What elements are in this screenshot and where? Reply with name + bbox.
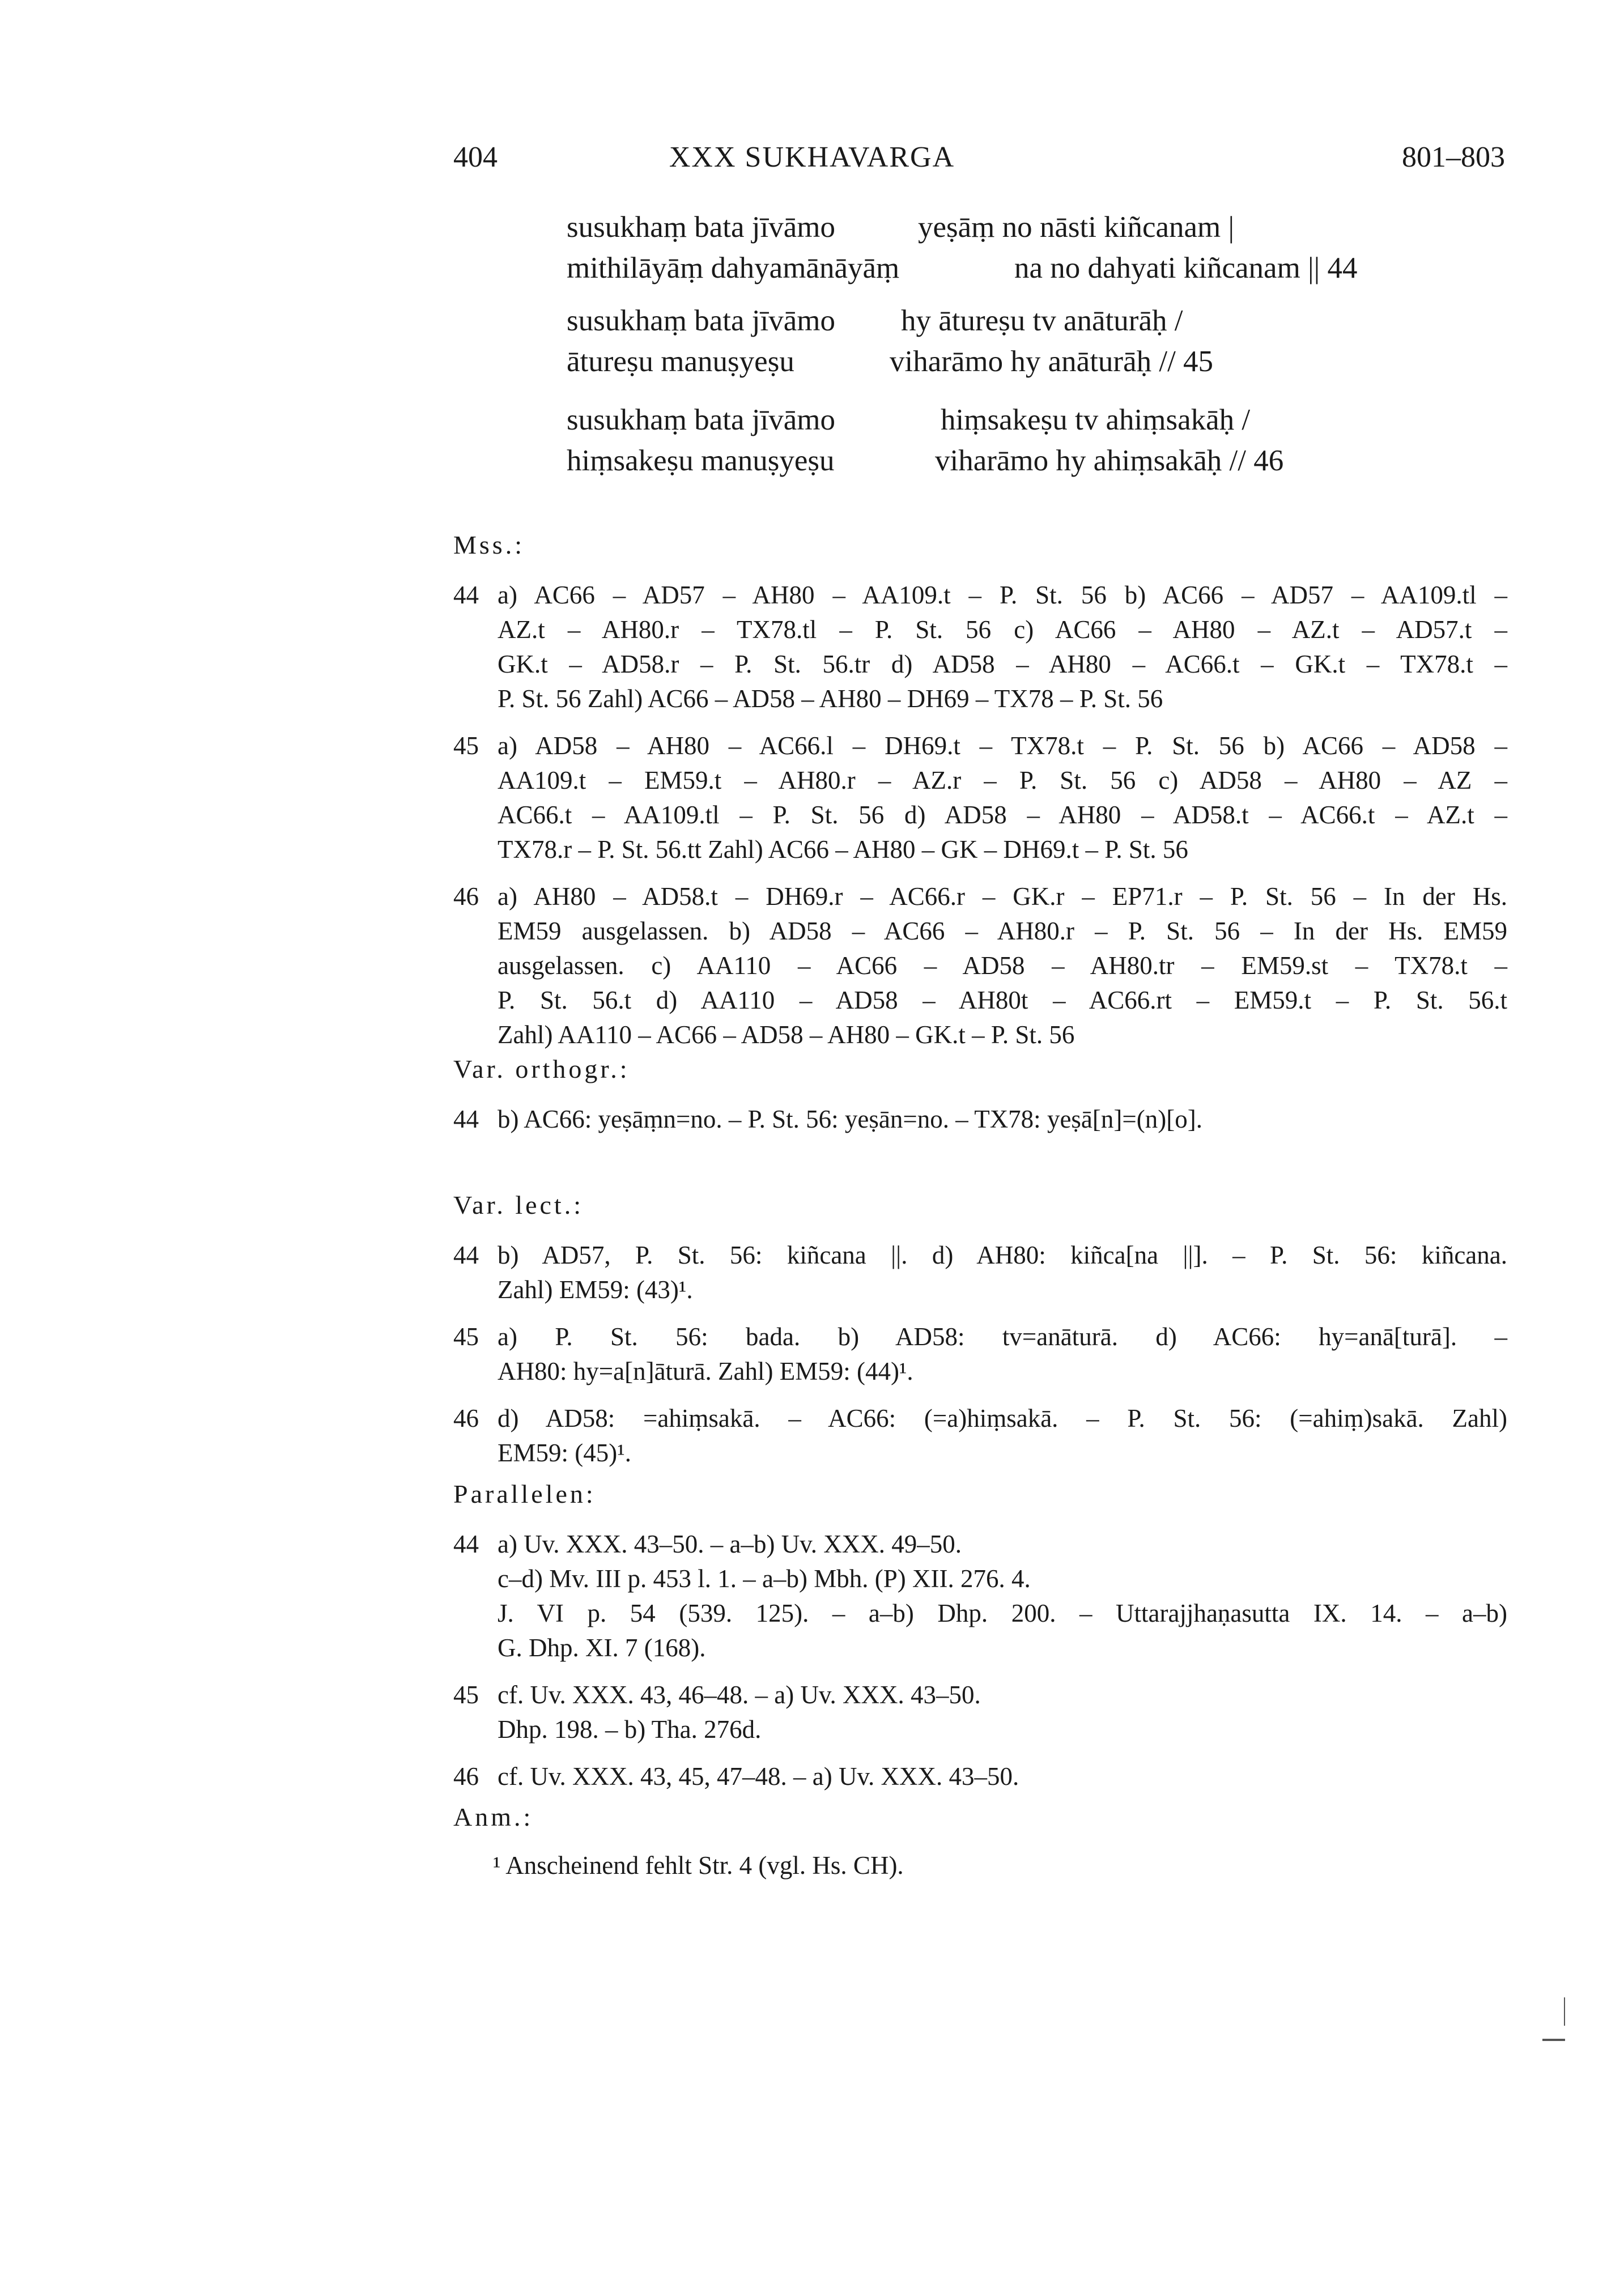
entry-line: cf. Uv. XXX. 43, 45, 47–48. – a) Uv. XXX. 43–50. [498,1762,1019,1791]
entry-line: Zahl) EM59: (43)¹. [498,1275,693,1304]
verse-pada-a: hiṃsakeṣu manuṣyeṣu [567,444,835,477]
entry-line: a) Uv. XXX. 43–50. – a–b) Uv. XXX. 49–50. [498,1530,962,1558]
var-lect-entry-46 [453,1401,1507,1470]
entry-line: G. Dhp. XI. 7 (168). [498,1634,706,1662]
entry-line: TX78.r – P. St. 56.tt Zahl) AC66 – AH80 – GK – DH69.t – P. St. 56 [498,835,1188,864]
mss-entry-46 [453,879,1507,1052]
parallelen-entry-45 [453,1678,1507,1747]
scan-mark [1564,1997,1565,2026]
section-heading-parallelen: Parallelen: [453,1479,596,1508]
footnote: ¹ Anscheinend fehlt Str. 4 (vgl. Hs. CH). [493,1851,904,1880]
entry-number: 46 [453,1762,479,1791]
entry-line: b) AC66: yeṣāṃn=no. – P. St. 56: yeṣān=no. – TX78: yeṣā[n]=(n)[o]. [498,1105,1202,1133]
verse-pada-b: hiṃsakeṣu tv ahiṃsakāḥ / [941,403,1251,436]
section-heading-mss: Mss.: [453,530,525,559]
entry-line: GK.t – AD58.r – P. St. 56.tr d) AD58 – AH80 – AC66.t – GK.t – TX78.t – [498,650,1507,678]
entry-number: 44 [453,1530,479,1558]
var-lect-entry-45 [453,1320,1507,1389]
entry-number: 44 [453,1105,479,1133]
entry-line: a) AD58 – AH80 – AC66.l – DH69.t – TX78.t – P. St. 56 b) AC66 – AD58 – [498,732,1507,760]
entry-number: 44 [453,1241,479,1269]
entry-line: AH80: hy=a[n]āturā. Zahl) EM59: (44)¹. [498,1357,913,1385]
verse-pada-b: yeṣāṃ no nāsti kiñcanam | [918,211,1235,244]
entry-line: c–d) Mv. III p. 453 l. 1. – a–b) Mbh. (P) XII. 276. 4. [498,1564,1031,1593]
running-title: XXX SUKHAVARGA [669,141,955,173]
var-orthogr-entries [453,1102,1507,1137]
verse-pada-a: susukhaṃ bata jīvāmo [567,211,835,244]
parallelen-entries [453,1527,1507,1794]
entry-line: d) AD58: =ahiṃsakā. – AC66: (=a)hiṃsakā. – P. St. 56: (=ahiṃ)sakā. Zahl) [498,1404,1507,1432]
section-heading-anm: Anm.: [453,1802,534,1831]
var-orthogr-entry-44 [453,1102,1507,1137]
scan-mark [1542,2039,1565,2041]
section-heading-var-orthogr: Var. orthogr.: [453,1055,630,1083]
var-lect-entries [453,1238,1507,1470]
entry-line: AA109.t – EM59.t – AH80.r – AZ.r – P. St. 56 c) AD58 – AH80 – AZ – [498,766,1507,794]
verse-pada-a: ātureṣu manuṣyeṣu [567,345,794,378]
verse-range: 801–803 [1402,141,1505,173]
entry-line: ausgelassen. c) AA110 – AC66 – AD58 – AH80.tr – EM59.st – TX78.t – [498,951,1507,980]
verse-pada-a: mithilāyāṃ dahyamānāyāṃ [567,252,900,284]
entry-line: AZ.t – AH80.r – TX78.tl – P. St. 56 c) AC66 – AH80 – AZ.t – AD57.t – [498,615,1507,644]
entry-number: 45 [453,1323,479,1351]
entry-line: a) P. St. 56: bada. b) AD58: tv=anāturā. d) AC66: hy=anā[turā]. – [498,1323,1507,1351]
entry-line: EM59: (45)¹. [498,1439,631,1467]
verse-pada-a: susukhaṃ bata jīvāmo [567,304,835,337]
entry-line: cf. Uv. XXX. 43, 46–48. – a) Uv. XXX. 43–50. [498,1681,981,1709]
verse-pada-b: viharāmo hy anāturāḥ // 45 [890,345,1214,378]
entry-line: Zahl) AA110 – AC66 – AD58 – AH80 – GK.t – P. St. 56 [498,1021,1075,1049]
entry-line: J. VI p. 54 (539. 125). – a–b) Dhp. 200. – Uttarajjhaṇasutta IX. 14. – a–b) [498,1599,1507,1627]
entry-number: 46 [453,882,479,911]
var-lect-entry-44 [453,1238,1507,1307]
mss-entries [453,578,1507,1052]
verse-pada-a: susukhaṃ bata jīvāmo [567,403,835,436]
verse-pada-b: viharāmo hy ahiṃsakāḥ // 46 [935,444,1284,477]
entry-line: AC66.t – AA109.tl – P. St. 56 d) AD58 – AH80 – AD58.t – AC66.t – AZ.t – [498,801,1507,829]
mss-entry-45 [453,729,1507,867]
entry-line: P. St. 56 Zahl) AC66 – AD58 – AH80 – DH69 – TX78 – P. St. 56 [498,684,1163,713]
entry-line: b) AD57, P. St. 56: kiñcana ||. d) AH80: kiñca[na ||]. – P. St. 56: kiñcana. [498,1241,1507,1269]
entry-number: 46 [453,1404,479,1432]
verse-pada-b: hy ātureṣu tv anāturāḥ / [901,304,1183,337]
entry-number: 44 [453,581,479,609]
entry-line: EM59 ausgelassen. b) AD58 – AC66 – AH80.r – P. St. 56 – In der Hs. EM59 [498,917,1507,945]
entry-line: Dhp. 198. – b) Tha. 276d. [498,1715,762,1744]
verse-pada-b: na no dahyati kiñcanam || 44 [1014,252,1358,284]
entry-number: 45 [453,1681,479,1709]
parallelen-entry-46 [453,1759,1507,1794]
section-heading-var-lect: Var. lect.: [453,1190,584,1219]
parallelen-entry-44 [453,1527,1507,1665]
page-number: 404 [453,141,498,173]
entry-line: P. St. 56.t d) AA110 – AD58 – AH80t – AC66.rt – EM59.t – P. St. 56.t [498,986,1507,1014]
entry-line: a) AC66 – AD57 – AH80 – AA109.t – P. St. 56 b) AC66 – AD57 – AA109.tl – [498,581,1507,609]
entry-line: a) AH80 – AD58.t – DH69.r – AC66.r – GK.r – EP71.r – P. St. 56 – In der Hs. [498,882,1507,911]
mss-entry-44 [453,578,1507,716]
entry-number: 45 [453,732,479,760]
